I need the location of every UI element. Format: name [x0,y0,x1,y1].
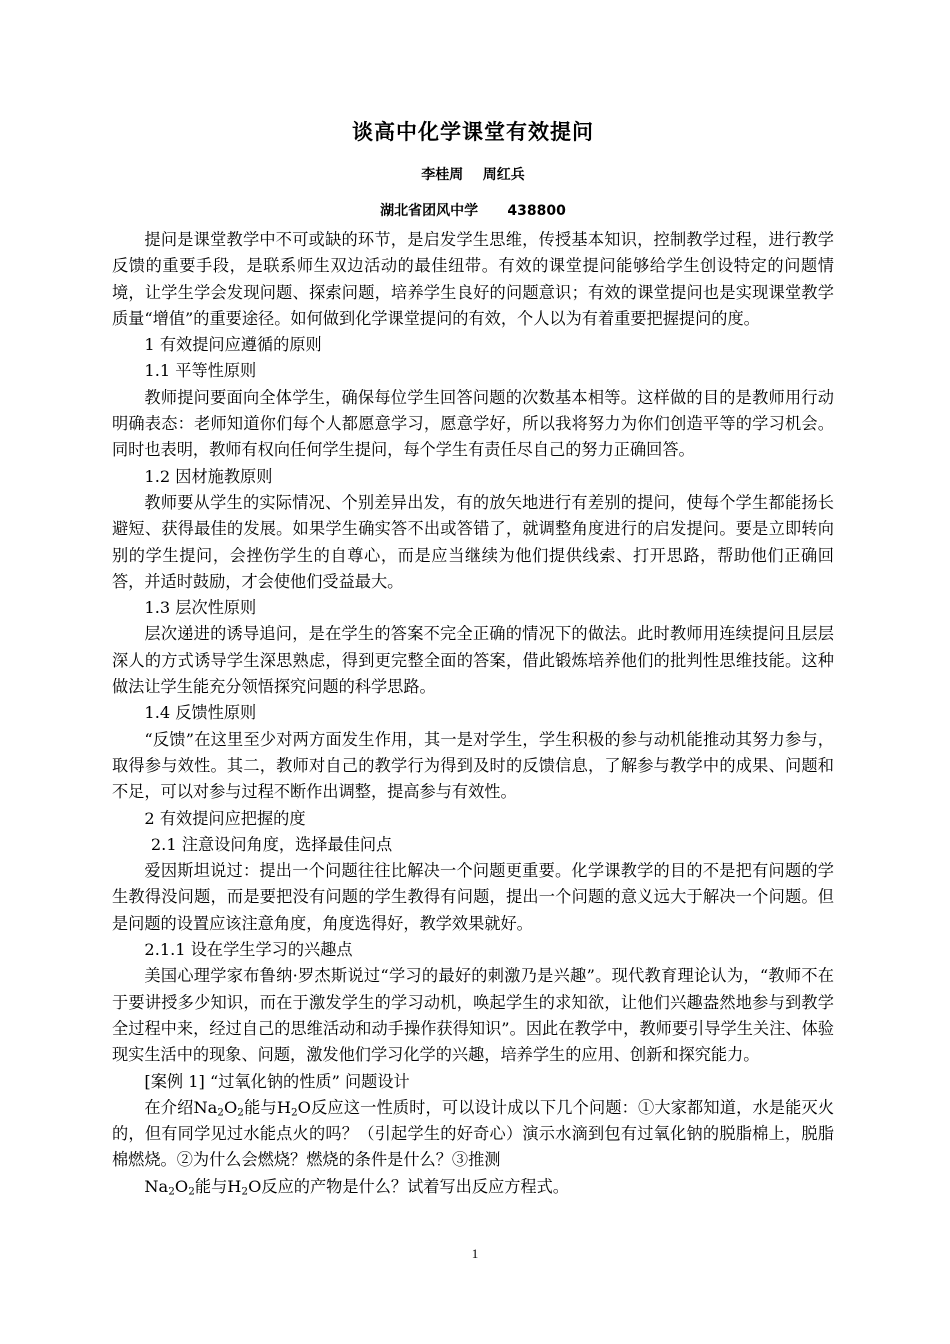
subsection-heading-1-1: 1.1 平等性原则 [144,361,257,381]
paragraph-2-1: 爱因斯坦说过：提出一个问题往往比解决一个问题更重要。化学课教学的目的不是把有问题的学生教得没问题，而是要把没有问题的学生教得有问题，提出一个问题的意义远大于解决一个问题。但是问题的设置应该注意角度，角度选得好，教学效果就好。 [112,861,834,933]
section-heading-2: 2 有效提问应把握的度 [144,808,306,828]
paragraph-1-1: 教师提问要面向全体学生，确保每位学生回答问题的次数基本相等。这样做的目的是教师用行动明确表态：老师知道你们每个人都愿意学习，愿意学好，所以我将努力为你们创造平等的学习机会。同时也表明，教师有权向任何学生提问，每个学生有责任尽自己的努力正确回答。 [112,387,834,460]
subsection-heading-1-3: 1.3 层次性原则 [144,598,257,618]
case-heading-1: [案例 1] “过氧化钠的性质” 问题设计 [144,1071,410,1091]
case-text: 能与 [194,1176,228,1196]
paragraph-intro: 提问是课堂教学中不可或缺的环节，是启发学生思维，传授基本知识，控制教学过程，进行教学反馈的重要手段，是联系师生双边活动的最佳纽带。有效的课堂提问能够给学生创设特定的问题情境，让学生学会发现问题、探索问题，培养学生良好的问题意识；有效的课堂提问也是实现课堂教学质量“增值”的重要途径。如何做到化学课堂提问的有效，个人以为有着重要把握提问的度。 [112,230,834,328]
paragraph-2-1-1: 美国心理学家布鲁纳·罗杰斯说过“学习的最好的刺激乃是兴趣”。现代教育理论认为，“教师不在于要讲授多少知识，而在于激发学生的学习动机，唤起学生的求知欲，让他们兴趣盎然地参与到教学全过程中来，经过自己的思维活动和动手操作获得知识”。因此在教学中，教师要引导学生关注、体验现实生活中的现象、问题，激发他们学习化学的兴趣，培养学生的应用、创新和探究能力。 [112,966,834,1065]
paper-page [112,116,834,1200]
subsubsection-heading-2-1-1: 2.1.1 设在学生学习的兴趣点 [144,940,353,960]
case-text: 能与 [243,1097,277,1117]
subsection-heading-1-2: 1.2 因材施教原则 [144,466,273,486]
subsection-heading-2-1: 2.1 注意设问角度，选择最佳问点 [150,834,393,854]
paragraph-1-3: 层次递进的诱导追问，是在学生的答案不完全正确的情况下的做法。此时教师用连续提问且层层深人的方式诱导学生深思熟虑，得到更完整全面的答案，借此锻炼培养他们的批判性思维技能。这种做法让学生能充分领悟探究问题的科学思路。 [112,624,834,697]
paper-authors: 李桂周 周红兵 [421,167,525,183]
page-number: 1 [471,1246,479,1261]
paper-body [112,227,834,1200]
case-paragraph-2 [112,1174,834,1200]
section-heading-1: 1 有效提问应遵循的原则 [144,335,322,355]
formula-na2o2: $Na_2O_2$ [144,1176,195,1198]
paragraph-1-2: 教师要从学生的实际情况、个别差异出发，有的放矢地进行有差别的提问，使每个学生都能扬长避短、获得最佳的发展。如果学生确实答不出或答错了，就调整角度进行的启发提问。要是立即转向别的学生提问，会挫伤学生的自尊心，而是应当继续为他们提供线索、打开思路，帮助他们正确回答，并适时鼓励，才会使他们受益最大。 [112,492,834,591]
formula-na2o2: $Na_2O_2$ [193,1097,244,1119]
formula-h2o: $H_2O$ [276,1097,311,1119]
subsection-heading-1-4: 1.4 反馈性原则 [144,703,257,723]
paragraph-1-4: “反馈”在这里至少对两方面发生作用，其一是对学生，学生积极的参与动机能推动其努力参与，取得参与效性。其二，教师对自己的教学行为得到及时的反馈信息，了解参与教学中的成果、问题和不足，可以对参与过程不断作出调整，提高参与有效性。 [112,729,834,802]
case-text: 反应这一性质时，可以设计成以下几个问题：①大家都知道，水是能灭火的，但有同学见过水能点火的吗？（引起学生的好奇心）演示水滴到包有过氧化钠的脱脂棉上，脱脂棉燃烧。②为什么会燃烧？燃烧的条件是什么？③推测 [112,1097,835,1170]
paper-title: 谈高中化学课堂有效提问 [352,120,594,144]
case-paragraph-1 [112,1095,834,1174]
case-text: 在介绍 [144,1097,194,1117]
case-text: 反应的产物是什么？试着写出反应方程式。 [261,1176,569,1196]
formula-h2o: $H_2O$ [227,1176,262,1198]
paper-affiliation: 湖北省团风中学 438800 [380,203,566,219]
